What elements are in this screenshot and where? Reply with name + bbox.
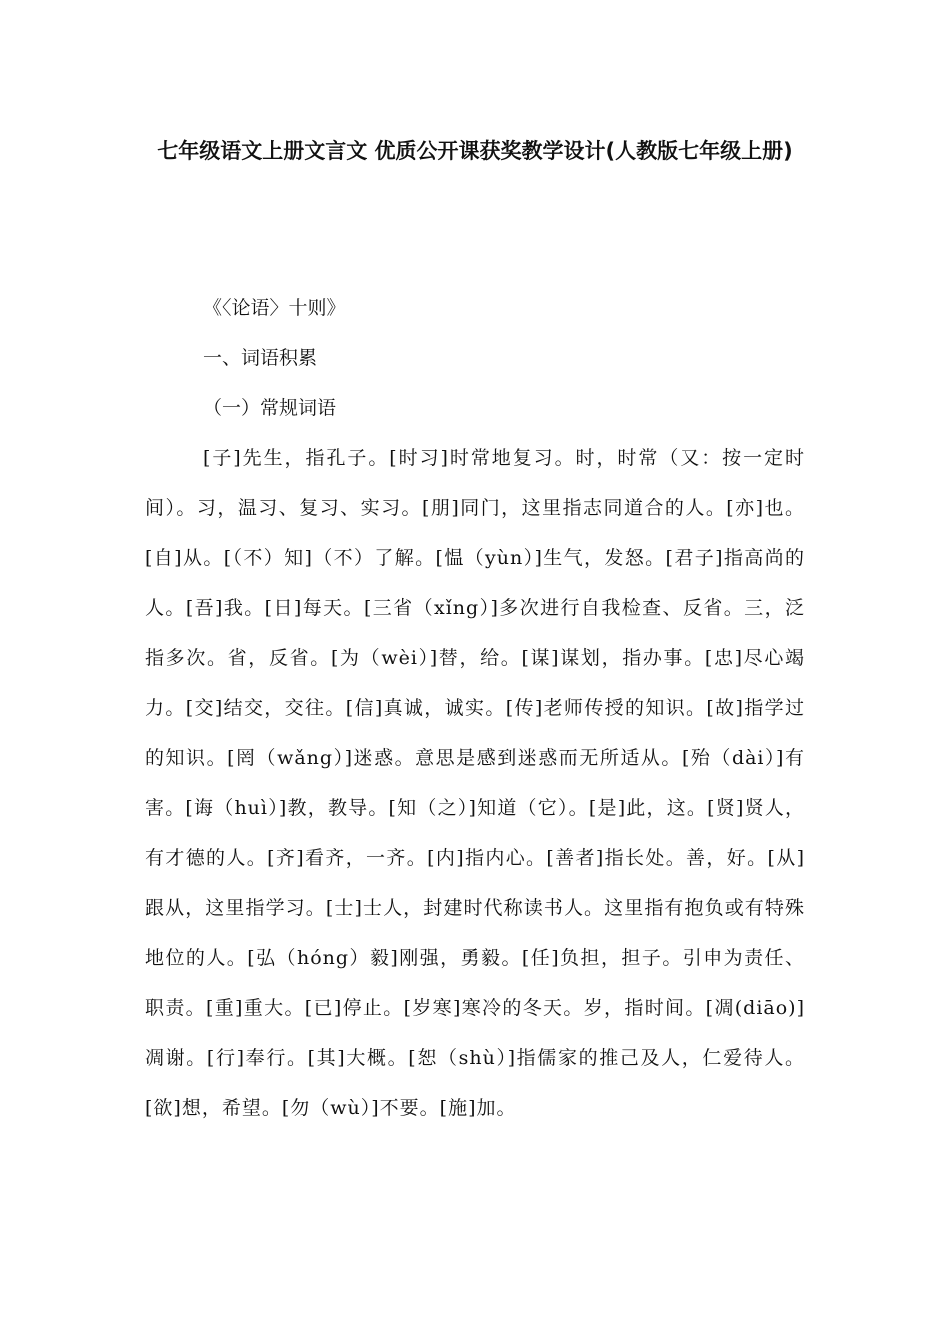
heading-common-words: （一）常规词语 (203, 397, 337, 419)
vocabulary-paragraph: [子]先生，指孔子。[时习]时常地复习。时，时常（又：按一定时间）。习，温习、复习、实习。[朋]同门，这里指志同道合的人。[亦]也。[自]从。[（不）知]（不）了解。[愠（yùn）]生气，发怒。[君子]指高尚的人。[吾]我。[日]每天。[三省（xǐng）]多次进行自我检查、反省。三，泛指多次。省，反省。[为（wèi）]替，给。[谋]谋划，指办事。[忠]尽心竭力。[交]结交，交往。[信]真诚，诚实。[传]老师传授的知识。[故]指学过的知识。[罔（wǎng）]迷惑。意思是感到迷惑而无所适从。[殆（dài）]有害。[诲（huì）]教，教导。[知（之）]知道（它）。[是]此，这。[贤]贤人，有才德的人。[齐]看齐，一齐。[内]指内心。[善者]指长处。善，好。[从]跟从，这里指学习。[士]士人，封建时代称读书人。这里指有抱负或有特殊地位的人。[弘（hóng）毅]刚强，勇毅。[任]负担，担子。引申为责任、职责。[重]重大。[已]停止。[岁寒]寒冷的冬天。岁，指时间。[凋(diāo)]凋谢。[行]奉行。[其]大概。[恕（shù）]指儒家的推己及人，仁爱待人。[欲]想，希望。[勿（wù）]不要。[施]加。 (145, 447, 805, 1119)
document-title: 七年级语文上册文言文 优质公开课获奖教学设计(人教版七年级上册) (157, 139, 793, 163)
section-title: 《〈论语〉十则》 (203, 297, 346, 319)
document-body (145, 283, 805, 1133)
heading-vocabulary: 一、词语积累 (203, 347, 318, 369)
